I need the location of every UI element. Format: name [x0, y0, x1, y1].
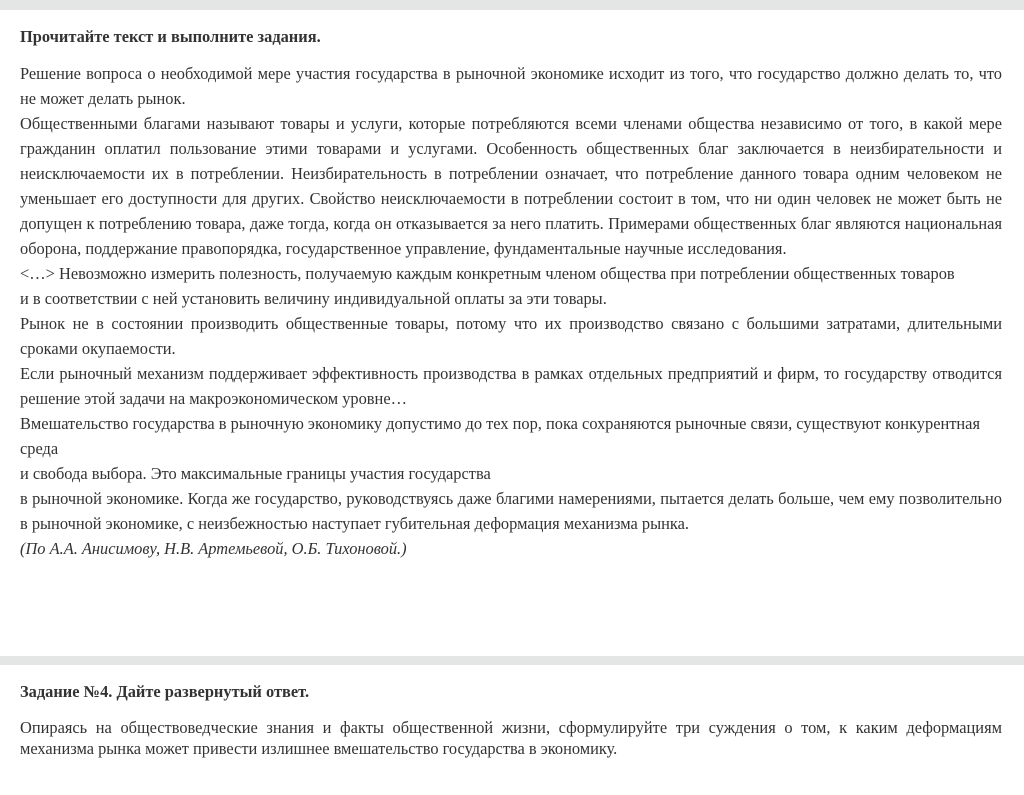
reading-paragraph-9: в рыночной экономике. Когда же государство, руководствуясь даже благими намерениями, пытается делать больше, чем ему позволительно в рыночной экономике, с неизбежностью наступает губительная деформация механизма рынка.	[20, 489, 1002, 533]
reading-paragraph-2: Общественными благами называют товары и услуги, которые потребляются всеми членами общества независимо от того, в какой мере гражданин оплатил пользование этими товарами и услугами. Особенность общественных благ заключается в неизбирательности и неисключаемости их в потреблении. Неизбирательность в потреблении означает, что потребление данного товара одним человеком не уменьшает его доступности для других. Свойство неисключаемости в потреблении состоит в том, что ни один человек не может быть не допущен к потреблению товара, даже тогда, когда он отказывается за него платить. Примерами общественных благ являются национальная оборона, поддержание правопорядка, государственное управление, фундаментальные научные исследования.	[20, 114, 1002, 258]
reading-paragraph-5: Рынок не в состоянии производить общественные товары, потому что их производство связано с большими затратами, длительными сроками окупаемости.	[20, 314, 1002, 358]
task-body: Опираясь на обществоведческие знания и факты общественной жизни, сформулируйте три суждения о том, к каким деформациям механизма рынка может привести излишнее вмешательство государства в экономику.	[20, 718, 1002, 758]
reading-paragraph-3: <…> Невозможно измерить полезность, получаемую каждым конкретным членом общества при потреблении общественных товаров	[20, 264, 955, 283]
task-heading: Задание №4. Дайте развернутый ответ.	[20, 682, 310, 701]
reading-heading: Прочитайте текст и выполните задания.	[20, 27, 321, 46]
reading-text-body	[20, 61, 1002, 561]
task-card	[0, 665, 1024, 795]
reading-text-card	[0, 10, 1024, 656]
reading-source: (По А.А. Анисимову, Н.В. Артемьевой, О.Б. Тихоновой.)	[20, 539, 407, 558]
reading-paragraph-4: и в соответствии с ней установить величину индивидуальной оплаты за эти товары.	[20, 289, 607, 308]
reading-paragraph-8: и свобода выбора. Это максимальные границы участия государства	[20, 464, 491, 483]
reading-paragraph-7: Вмешательство государства в рыночную экономику допустимо до тех пор, пока сохраняются рыночные связи, существуют конкурентная среда	[20, 414, 980, 458]
reading-paragraph-1: Решение вопроса о необходимой мере участия государства в рыночной экономике исходит из того, что государство должно делать то, что не может делать рынок.	[20, 64, 1002, 108]
reading-paragraph-6: Если рыночный механизм поддерживает эффективность производства в рамках отдельных предприятий и фирм, то государству отводится решение этой задачи на макроэкономическом уровне…	[20, 364, 1002, 408]
